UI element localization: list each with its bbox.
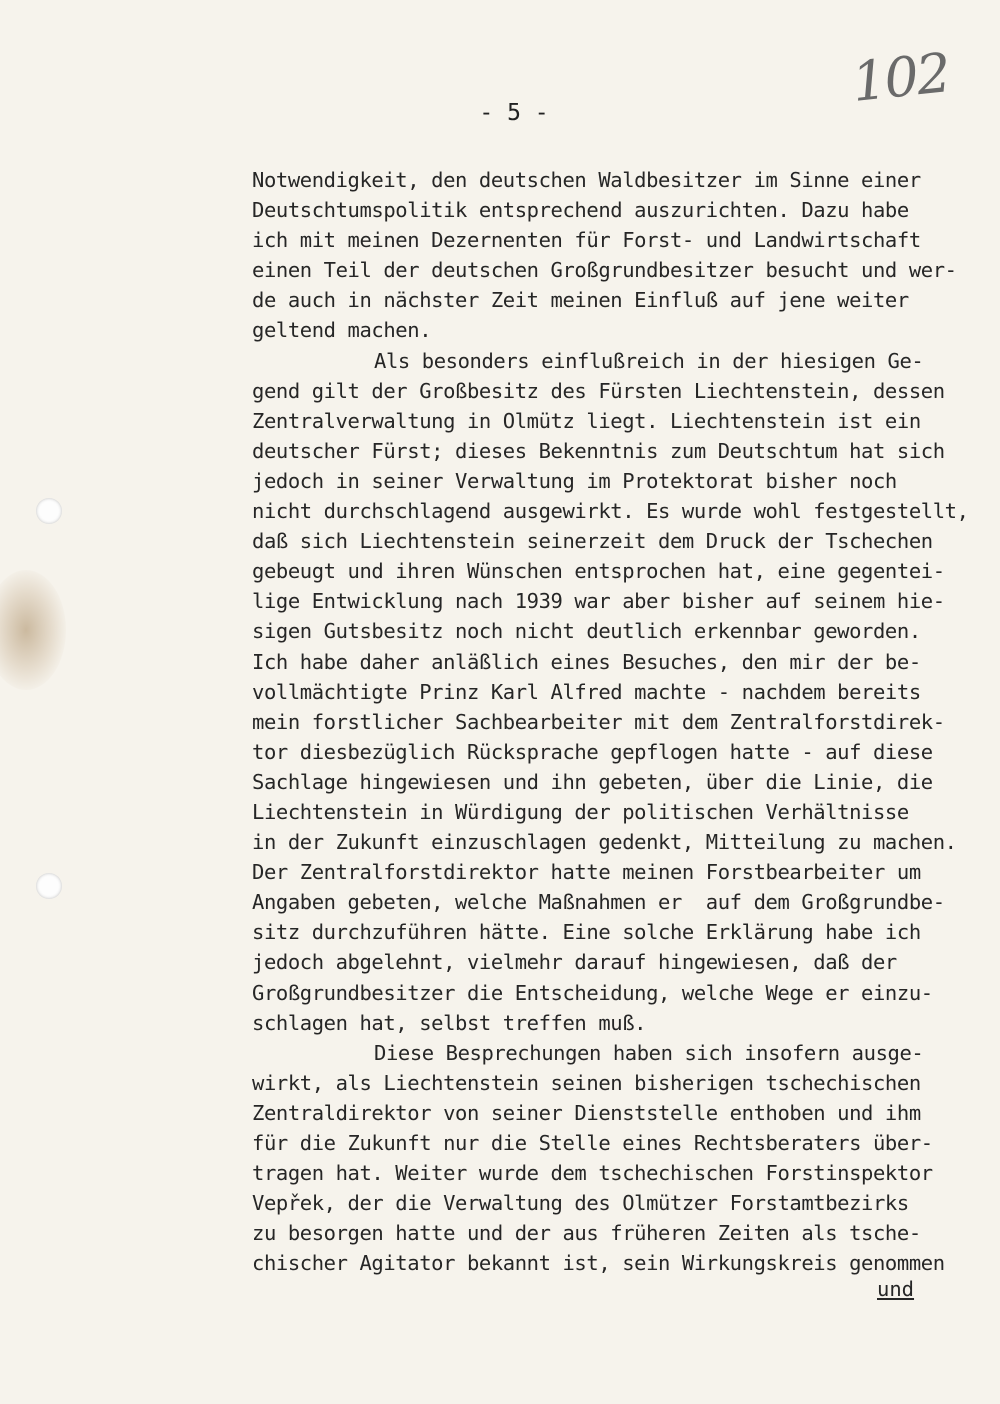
- text-line: sigen Gutsbesitz noch nicht deutlich erkennbar geworden.: [252, 619, 921, 644]
- text-line: Als besonders einflußreich in der hiesigen Ge-: [374, 348, 924, 373]
- text-line: ich mit meinen Dezernenten für Forst- und Landwirtschaft: [252, 228, 921, 253]
- text-line: in der Zukunft einzuschlagen gedenkt, Mitteilung zu machen.: [252, 830, 957, 855]
- text-line: Zentralverwaltung in Olmütz liegt. Liechtenstein ist ein: [252, 408, 921, 433]
- text-line: nicht durchschlagend ausgewirkt. Es wurde wohl festgestellt,: [252, 499, 969, 524]
- text-line: Sachlage hingewiesen und ihn gebeten, über die Linie, die: [252, 769, 933, 794]
- text-line: daß sich Liechtenstein seinerzeit dem Druck der Tschechen: [252, 529, 933, 554]
- text-line: tragen hat. Weiter wurde dem tschechischen Forstinspektor: [252, 1161, 933, 1186]
- text-line: Der Zentralforstdirektor hatte meinen Forstbearbeiter um: [252, 860, 921, 885]
- text-line: tor diesbezüglich Rücksprache gepflogen hatte - auf diese: [252, 739, 933, 764]
- text-line: wirkt, als Liechtenstein seinen bisherigen tschechischen: [252, 1070, 921, 1095]
- page-number: - 5 -: [479, 100, 549, 126]
- text-line: Deutschtumspolitik entsprechend auszurichten. Dazu habe: [252, 198, 909, 223]
- punch-hole: [36, 498, 62, 524]
- text-line: geltend machen.: [252, 318, 432, 343]
- text-line: gend gilt der Großbesitz des Fürsten Liechtenstein, dessen: [252, 378, 945, 403]
- text-line: Notwendigkeit, den deutschen Waldbesitzer im Sinne einer: [252, 168, 921, 192]
- text-line: Ich habe daher anläßlich eines Besuches, den mir der be-: [252, 649, 921, 674]
- text-line: de auch in nächster Zeit meinen Einfluß auf jene weiter: [252, 288, 909, 313]
- text-line: Angaben gebeten, welche Maßnahmen er auf dem Großgrundbe-: [252, 890, 945, 915]
- text-line: gebeugt und ihren Wünschen entsprochen hat, eine gegentei-: [252, 559, 945, 584]
- handwritten-folio-number: 102: [848, 41, 953, 114]
- text-line: jedoch in seiner Verwaltung im Protektorat bisher noch: [252, 468, 897, 493]
- text-line: jedoch abgelehnt, vielmehr darauf hingewiesen, daß der: [252, 950, 897, 975]
- text-line: Vepřek, der die Verwaltung des Olmützer Forstamtbezirks: [252, 1191, 909, 1216]
- text-line: für die Zukunft nur die Stelle eines Rechtsberaters über-: [252, 1131, 933, 1155]
- text-line: schlagen hat, selbst treffen muß.: [252, 1010, 647, 1035]
- text-line: einen Teil der deutschen Großgrundbesitzer besucht und wer-: [252, 258, 957, 283]
- text-line: lige Entwicklung nach 1939 war aber bisher auf seinem hie-: [252, 589, 945, 614]
- text-line: sitz durchzuführen hätte. Eine solche Erklärung habe ich: [252, 920, 921, 945]
- text-line: Diese Besprechungen haben sich insofern ausge-: [374, 1040, 924, 1065]
- text-line: mein forstlicher Sachbearbeiter mit dem Zentralforstdirek-: [252, 709, 945, 734]
- document-body: [252, 165, 972, 1278]
- text-line: zu besorgen hatte und der aus früheren Zeiten als tsche-: [252, 1221, 921, 1246]
- text-line: Liechtenstein in Würdigung der politischen Verhältnisse: [252, 799, 909, 824]
- text-line: Zentraldirektor von seiner Dienststelle enthoben und ihm: [252, 1100, 921, 1125]
- text-line: vollmächtigte Prinz Karl Alfred machte - nachdem bereits: [252, 679, 921, 704]
- text-line: chischer Agitator bekannt ist, sein Wirkungskreis genommen: [252, 1251, 945, 1276]
- text-line: Großgrundbesitzer die Entscheidung, welche Wege er einzu-: [252, 980, 933, 1005]
- paper-stain: [0, 570, 66, 690]
- punch-hole: [36, 873, 62, 899]
- catchword: und: [877, 1277, 915, 1301]
- text-line: deutscher Fürst; dieses Bekenntnis zum Deutschtum hat sich: [252, 438, 945, 463]
